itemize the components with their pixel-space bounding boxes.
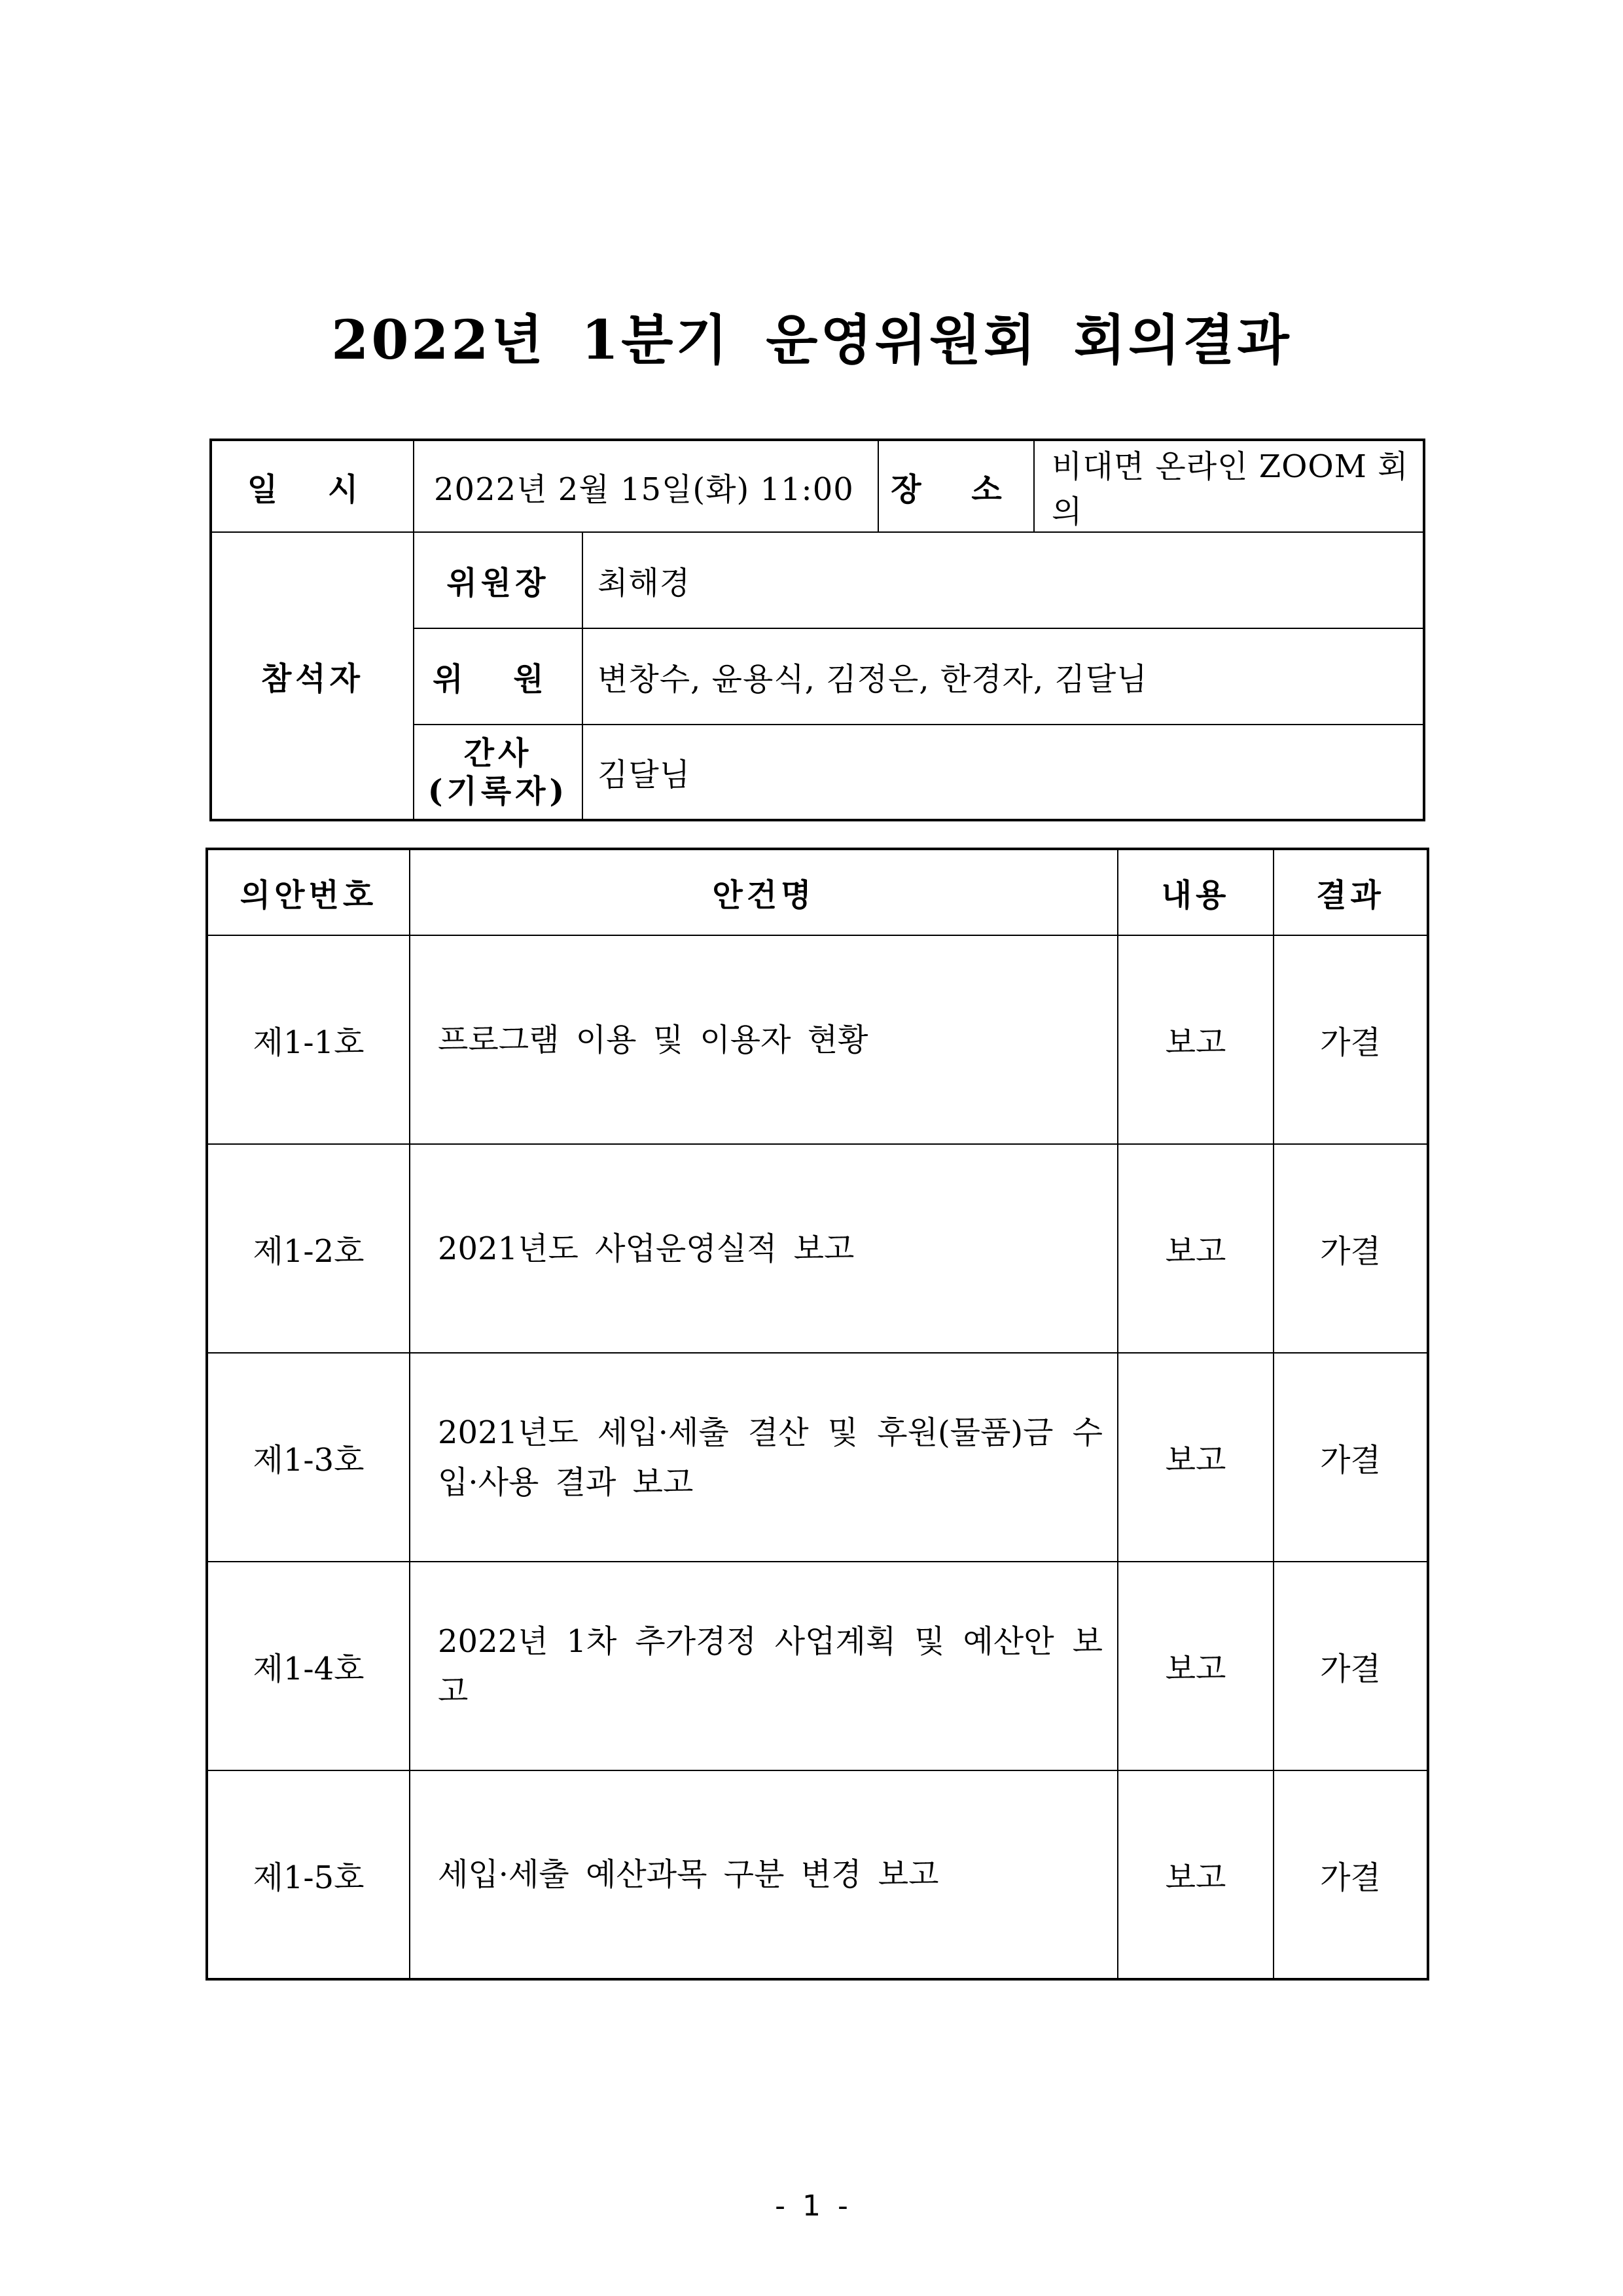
meeting-info-table (209, 439, 1425, 821)
header-result: 결과 (1274, 849, 1428, 935)
agenda-title: 2021년도 세입·세출 결산 및 후원(물품)금 수입·사용 결과 보고 (410, 1353, 1118, 1562)
secretary-label-line1: 간사 (463, 734, 533, 772)
agenda-title: 프로그램 이용 및 이용자 현황 (410, 935, 1118, 1144)
agenda-result: 가결 (1274, 1144, 1428, 1353)
agenda-header-row (207, 849, 1428, 935)
agenda-number: 제1-5호 (207, 1770, 410, 1979)
secretary-value: 김달님 (582, 725, 1424, 820)
date-value: 2022년 2월 15일(화) 11:00 (414, 440, 878, 532)
header-title: 안건명 (410, 849, 1118, 935)
chair-label: 위원장 (414, 532, 582, 628)
date-label-cell (211, 440, 414, 532)
chair-value: 최해경 (582, 532, 1424, 628)
table-row (207, 935, 1428, 1144)
agenda-content: 보고 (1118, 1353, 1274, 1562)
agenda-content: 보고 (1118, 1562, 1274, 1770)
place-value: 비대면 온라인 ZOOM 회의 (1034, 440, 1424, 532)
secretary-label-line2: (기록자) (427, 772, 569, 810)
agenda-result: 가결 (1274, 935, 1428, 1144)
info-row-date-place (211, 440, 1424, 532)
date-label: 일 시 (247, 471, 378, 508)
agenda-content: 보고 (1118, 1144, 1274, 1353)
table-row (207, 1770, 1428, 1979)
agenda-result: 가결 (1274, 1353, 1428, 1562)
agenda-content: 보고 (1118, 1770, 1274, 1979)
agenda-result: 가결 (1274, 1770, 1428, 1979)
agenda-title: 2021년도 사업운영실적 보고 (410, 1144, 1118, 1353)
header-content: 내용 (1118, 849, 1274, 935)
document-title: 2022년 1분기 운영위원회 회의결과 (331, 309, 1292, 372)
secretary-label-cell (414, 725, 582, 820)
attendees-label: 참석자 (211, 532, 414, 820)
agenda-number: 제1-3호 (207, 1353, 410, 1562)
info-row-chair (211, 532, 1424, 628)
agenda-number: 제1-2호 (207, 1144, 410, 1353)
table-row (207, 1353, 1428, 1562)
header-number: 의안번호 (207, 849, 410, 935)
table-row (207, 1144, 1428, 1353)
place-label-cell (878, 440, 1034, 532)
agenda-number: 제1-4호 (207, 1562, 410, 1770)
place-label: 장 소 (891, 471, 1022, 508)
members-label: 위 원 (433, 661, 563, 698)
agenda-table (205, 848, 1429, 1981)
members-value: 변창수, 윤용식, 김정은, 한경자, 김달님 (582, 628, 1424, 725)
members-label-cell (414, 628, 582, 725)
agenda-number: 제1-1호 (207, 935, 410, 1144)
agenda-title: 2022년 1차 추가경정 사업계획 및 예산안 보고 (410, 1562, 1118, 1770)
page-number: - 1 - (775, 2189, 848, 2223)
agenda-content: 보고 (1118, 935, 1274, 1144)
agenda-title: 세입·세출 예산과목 구분 변경 보고 (410, 1770, 1118, 1979)
agenda-result: 가결 (1274, 1562, 1428, 1770)
table-row (207, 1562, 1428, 1770)
